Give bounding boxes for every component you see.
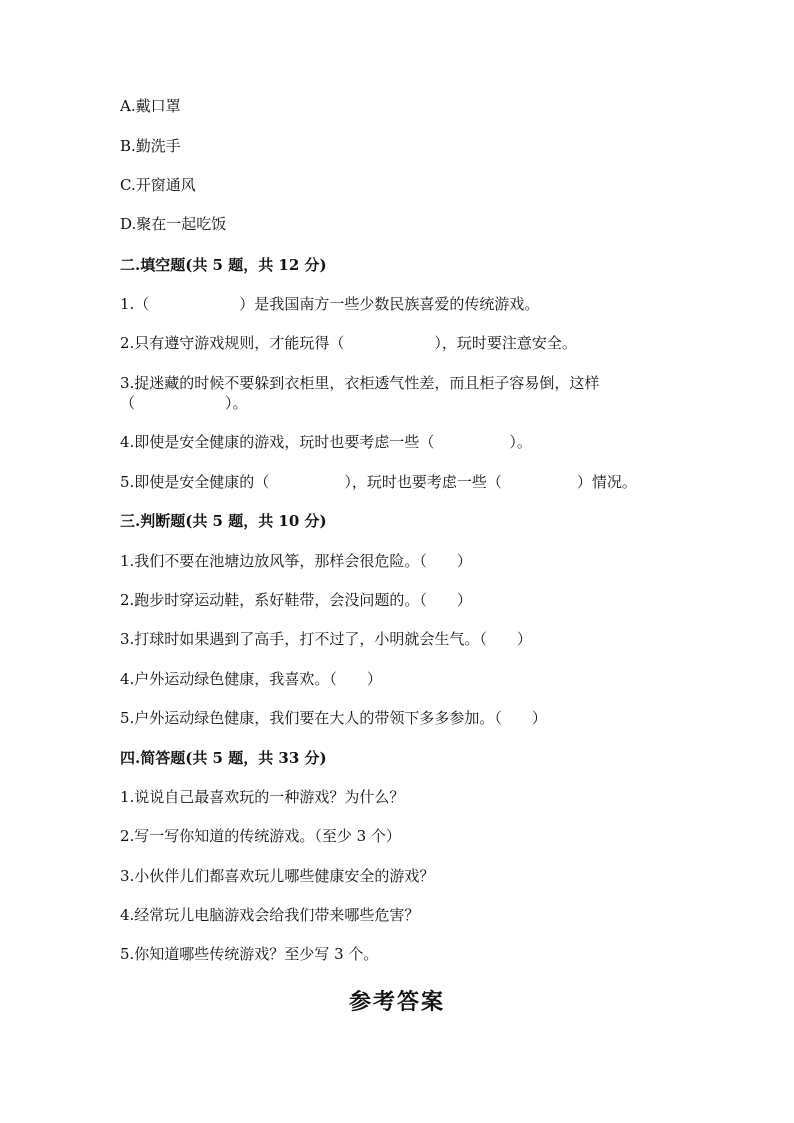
question-item: 5.即使是安全健康的（ ），玩时也要考虑一些（ ）情况。 (120, 473, 637, 491)
question-item: 3.打球时如果遇到了高手，打不过了，小明就会生气。（ ） (120, 630, 532, 648)
section-heading: 二.填空题(共 5 题，共 12 分) (120, 256, 327, 274)
option-b: B.勤洗手 (120, 137, 181, 155)
section-heading: 四.简答题(共 5 题，共 33 分) (120, 749, 327, 767)
option-a: A.戴口罩 (120, 97, 181, 115)
question-item: 1.我们不要在池塘边放风筝，那样会很危险。（ ） (120, 552, 472, 570)
question-item: 3.小伙伴儿们都喜欢玩儿哪些健康安全的游戏？ (120, 867, 435, 885)
question-item-continuation: （ ）。 (120, 394, 248, 412)
answer-section-title: 参考答案 (348, 989, 445, 1015)
question-item: 5.你知道哪些传统游戏？至少写 3 个。 (120, 945, 379, 963)
question-item: 2.写一写你知道的传统游戏。（至少 3 个） (120, 827, 401, 845)
question-item: 1.（ ）是我国南方一些少数民族喜爱的传统游戏。 (120, 295, 540, 313)
question-item: 4.经常玩儿电脑游戏会给我们带来哪些危害？ (120, 906, 420, 924)
option-c: C.开窗通风 (120, 176, 196, 194)
question-item: 3.捉迷藏的时候不要躲到衣柜里，衣柜透气性差，而且柜子容易倒，这样 (120, 374, 600, 392)
option-d: D.聚在一起吃饭 (120, 215, 227, 233)
question-item: 4.即使是安全健康的游戏，玩时也要考虑一些（ ）。 (120, 433, 532, 451)
question-item: 2.跑步时穿运动鞋，系好鞋带，会没问题的。（ ） (120, 591, 472, 609)
question-item: 5.户外运动绿色健康，我们要在大人的带领下多多参加。（ ） (120, 709, 547, 727)
section-heading: 三.判断题(共 5 题，共 10 分) (120, 512, 327, 530)
question-item: 2.只有遵守游戏规则，才能玩得（ ），玩时要注意安全。 (120, 334, 577, 352)
question-item: 4.户外运动绿色健康，我喜欢。（ ） (120, 670, 382, 688)
question-item: 1.说说自己最喜欢玩的一种游戏？为什么？ (120, 788, 405, 806)
